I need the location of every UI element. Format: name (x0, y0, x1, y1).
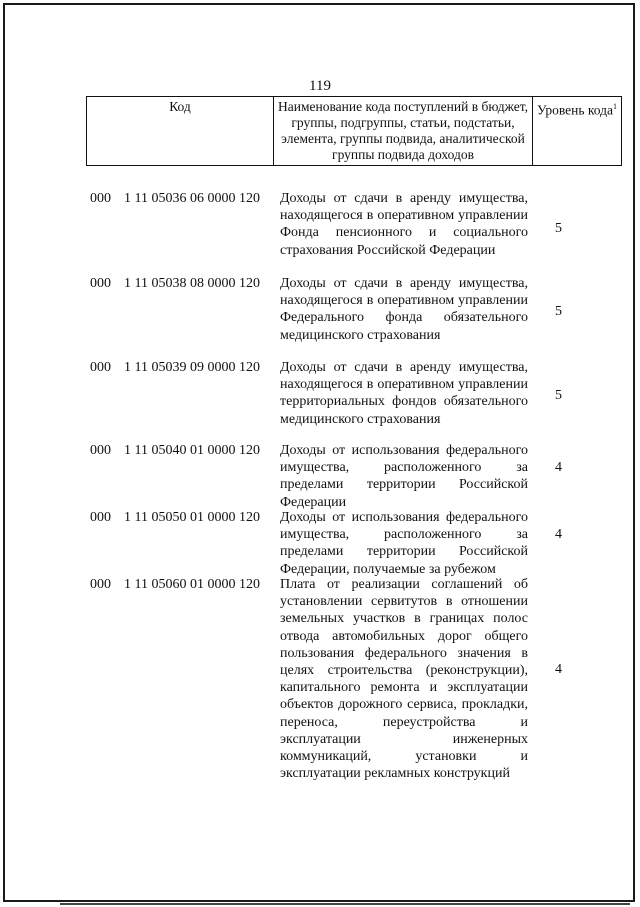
revenue-description: Доходы от сдачи в аренду имущества, находящегося в оперативном управлении Федерального фонда обязательного медицинского страхования (280, 276, 528, 343)
admin-code: 000 (90, 191, 111, 206)
revenue-code: 1 11 05039 09 0000 120 (124, 360, 260, 375)
admin-code: 000 (90, 577, 111, 592)
code-level: 4 (555, 662, 562, 677)
revenue-description: Доходы от сдачи в аренду имущества, находящегося в оперативном управлении территориальных фондов обязательного медицинского страхования (280, 360, 528, 427)
revenue-description: Доходы от сдачи в аренду имущества, находящегося в оперативном управлении Фонда пенсионного и социального страхования Российской Федерации (280, 191, 528, 258)
code-level: 4 (555, 527, 562, 542)
page-number: 119 (309, 78, 331, 94)
header-code: Код (87, 97, 274, 166)
code-level: 5 (555, 221, 562, 236)
revenue-code: 1 11 05060 01 0000 120 (124, 577, 260, 592)
code-level: 5 (555, 388, 562, 403)
revenue-description: Плата от реализации соглашений об установлении сервитутов в отношении земельных участков в границах полос отвода автомобильных дорог общего пользования федерального значения в целях строительства (реконструкции), капитального ремонта и эксплуатации объектов дорожного сервиса, прокладки, переноса, переустройства и эксплуатации инженерных коммуникаций, установки и эксплуатации рекламных конструкций (280, 577, 528, 782)
revenue-description: Доходы от использования федерального имущества, расположенного за пределами территории Российской Федерации, получаемые за рубежом (280, 510, 528, 577)
header-name: Наименование кода поступлений в бюджет, группы, подгруппы, статьи, подстатьи, элемента, группы подвида, аналитической группы подвида доходов (274, 97, 533, 166)
admin-code: 000 (90, 360, 111, 375)
header-level-footnote: 1 (613, 102, 617, 111)
admin-code: 000 (90, 276, 111, 291)
code-level: 5 (555, 304, 562, 319)
revenue-code: 1 11 05038 08 0000 120 (124, 276, 260, 291)
admin-code: 000 (90, 510, 111, 525)
revenue-code: 1 11 05040 01 0000 120 (124, 443, 260, 458)
header-level: Уровень кода (536, 102, 613, 118)
revenue-code: 1 11 05036 06 0000 120 (124, 191, 260, 206)
revenue-code: 1 11 05050 01 0000 120 (124, 510, 260, 525)
revenue-description: Доходы от использования федерального имущества, расположенного за пределами территории Российской Федерации (280, 443, 528, 510)
code-level: 4 (555, 460, 562, 475)
admin-code: 000 (90, 443, 111, 458)
